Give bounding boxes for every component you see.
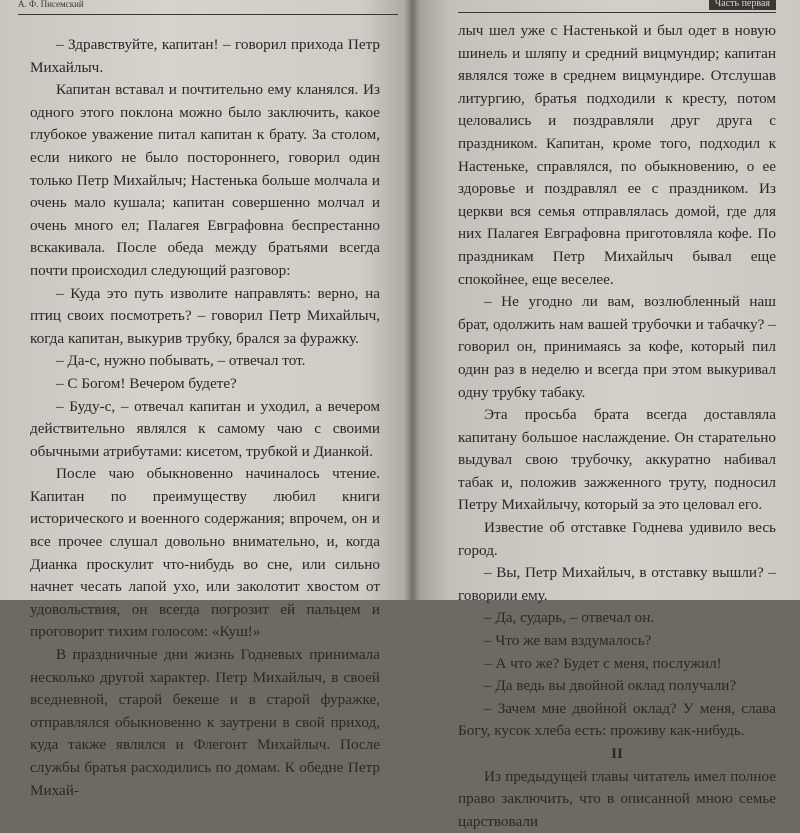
paragraph: – Что же вам вздумалось?	[484, 632, 652, 650]
paragraph: – Зачем мне двойной оклад? У меня, слава Богу, кусок хлеба есть: проживу как-нибудь.	[458, 699, 776, 740]
paragraph: – Да-с, нужно побывать, – отвечал тот.	[56, 352, 306, 370]
paragraph: – Вы, Петр Михайлыч, в отставку вышли? – говорили ему.	[458, 564, 776, 604]
paragraph: – А что же? Будет с меня, послужил!	[484, 654, 722, 672]
paragraph: После чаю обыкновенно начиналось чтение. Капитан по преимуществу любил книги исторического и военного содержания; впрочем, он и все прочее слушал довольно внимательно, и, когда Дианка проскулит что-нибудь во сне, или сильно начнет чесать лапой ухо, или заколотит хвостом от удовольствия, он всегда погрозит ей пальцем и проговорит тихим голосом: «Куш!»	[30, 465, 380, 641]
right-running-head	[458, 0, 776, 13]
paragraph: – Да ведь вы двойной оклад получали?	[484, 677, 737, 695]
paragraph: Капитан вставал и почтительно ему кланялся. Из одного этого поклона можно было заключить, какое глубокое уважение питал капитан к брату. За столом, если никого не было постороннего, говорил один только Петр Михайлыч; Настенька больше молчала и очень мало кушала; капитан совершенно молчал и очень много ел; Палагея Евграфовна беспрестанно вскакивала. После обеда между братьями всегда почти происходил следующий разговор:	[30, 81, 380, 279]
paragraph: лыч шел уже с Настенькой и был одет в новую шинель и шляпу и средний вицмундир; капитан являлся тоже в среднем вицмундире. Отслушав литургию, братья подходили к кресту, потом целовались и поздравляли друг друга с праздником. Капитан, кроме того, подходил к Настеньке, справлялся, по обыкновению, о ее здоровье и поздравлял ее с праздником. Из церкви вся семья отправлялась домой, где для них Палагея Евграфовна приготовляла кофе. По праздникам Петр Михайлыч бывал еще спокойнее, еще веселее.	[458, 22, 776, 288]
paragraph: – Не угодно ли вам, возлюбленный наш брат, одолжить нам вашей трубочки и табачку? – говорил он, принимаясь за кофе, который пил один раз в неделю и всегда при этом выкуривал одну трубку табаку.	[458, 293, 776, 401]
paragraph: – С Богом! Вечером будете?	[56, 374, 237, 392]
paragraph: Известие об отставке Годнева удивило весь город.	[458, 519, 776, 559]
book-spine-shadow	[404, 0, 420, 600]
paragraph: – Куда это путь изволите направлять: верно, на птиц своих посмотреть? – говорил Петр Михайлыч, когда капитан, выкурив трубку, брался за фуражку.	[30, 284, 380, 347]
right-page	[412, 0, 800, 830]
paragraph: – Здравствуйте, капитан! – говорил прихода Петр Михайлыч.	[30, 36, 380, 76]
right-running-head-text: Часть первая	[709, 0, 776, 10]
left-running-head	[18, 0, 398, 15]
paragraph: – Да, сударь, – отвечал он.	[484, 609, 655, 627]
right-page-text	[458, 20, 776, 833]
paragraph: Эта просьба брата всегда доставляла капитану большое наслаждение. Он старательно выдувал свою трубочку, аккуратно набивал табак и, положив зажженного труту, подносил Петру Михайлычу, который за это целовал его.	[458, 406, 776, 514]
left-page-text	[30, 34, 380, 802]
left-running-head-text: А. Ф. Писемский	[18, 0, 84, 9]
left-page	[0, 0, 412, 799]
paragraph: В праздничные дни жизнь Годневых принимала несколько другой характер. Петр Михайлыч, в своей вседневной, старой бекеше и в старой фуражке, отправлялся обыкновенно к заутрени в свой приход, куда также являлся и Флегонт Михайлыч. После службы братья расходились по домам. К обедне Петр Михай-	[30, 646, 380, 799]
chapter-number: II	[611, 745, 623, 762]
paragraph: Из предыдущей главы читатель имел полное право заключить, что в описанной мною семье царствовали	[458, 767, 776, 830]
paragraph: – Буду-с, – отвечал капитан и уходил, а вечером действительно являлся к самому чаю с своими обычными атрибутами: кисетом, трубкой и Дианкой.	[30, 397, 380, 460]
